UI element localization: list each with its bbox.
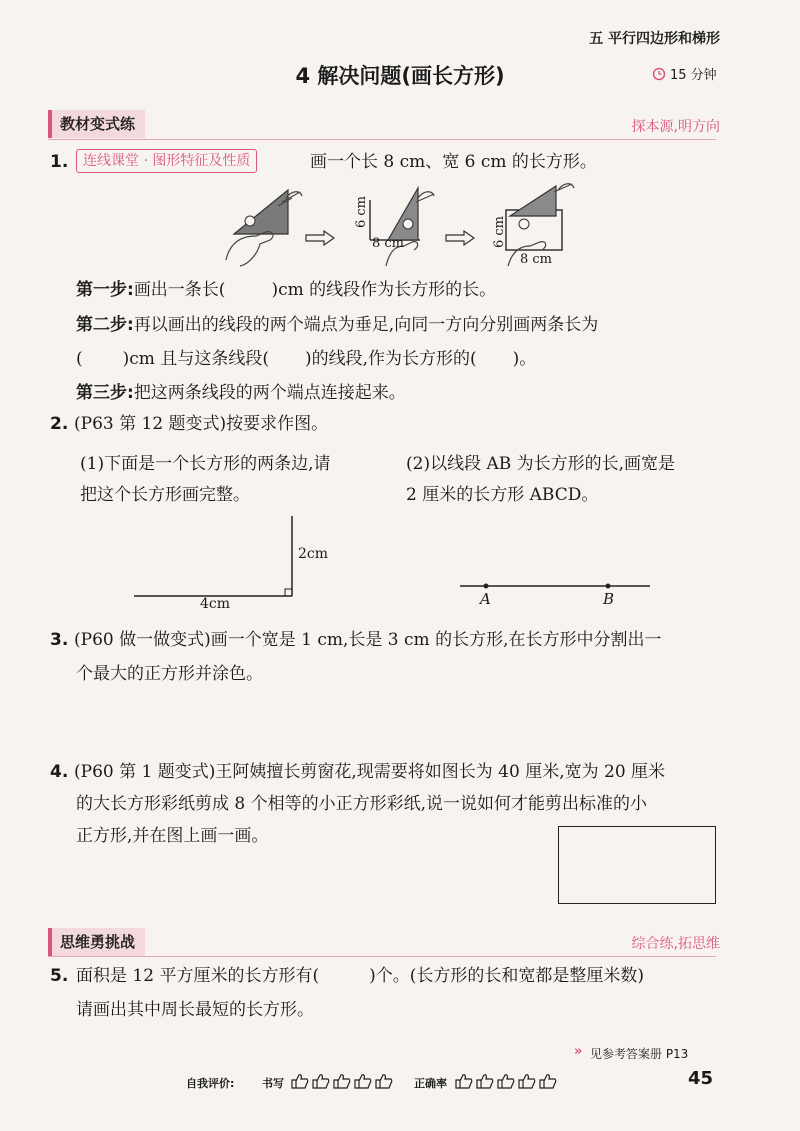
section-divider (48, 139, 716, 140)
step-3: 第三步:把这两条线段的两个端点连接起来。 (76, 383, 406, 403)
section-motto: 探本源,明方向 (631, 119, 720, 135)
step-2: 第二步:再以画出的线段的两个端点为垂足,向同一方向分别画两条长为 (76, 315, 599, 335)
section-motto: 综合练,拓思维 (631, 936, 720, 952)
q1-text: 画一个长 8 cm、宽 6 cm 的长方形。 (310, 152, 597, 172)
page-number: 45 (688, 1068, 714, 1089)
thumbs-up-icon (290, 1072, 394, 1090)
q2-part1-line2: 把这个长方形画完整。 (80, 485, 250, 505)
topic-tag: 连线课堂 · 图形特征及性质 (76, 149, 257, 173)
label-4cm: 4cm (200, 596, 231, 612)
step-2-continued: ( )cm 且与这条线段( )的线段,作为长方形的( )。 (76, 349, 537, 369)
paper-rectangle (558, 826, 716, 904)
answer-reference: 见参考答案册 P13 (590, 1047, 689, 1061)
lesson-title: 4 解决问题(画长方形) (295, 64, 505, 88)
section-tab-challenge: 思维勇挑战 (48, 928, 145, 956)
q2-text: (P63 第 12 题变式)按要求作图。 (74, 414, 329, 434)
section-tab-textbook: 教材变式练 (48, 110, 145, 138)
question-number: 2. (50, 414, 69, 434)
figure-label-8cm-b: 8 cm (520, 252, 553, 267)
figure-label-6cm-b: 6 cm (492, 216, 507, 249)
q4-text-line2: 的大长方形彩纸剪成 8 个相等的小正方形彩纸,说一说如何才能剪出标准的小 (76, 794, 648, 814)
question-number: 4. (50, 762, 69, 782)
double-chevron-icon: » (574, 1044, 583, 1059)
q2-part2-line2: 2 厘米的长方形 ABCD。 (406, 485, 599, 505)
label-2cm: 2cm (298, 546, 329, 562)
accuracy-thumbs-rating[interactable] (454, 1072, 558, 1094)
point-b-label: B (603, 590, 615, 608)
step-1: 第一步:画出一条长( )cm 的线段作为长方形的长。 (76, 280, 497, 300)
question-number: 3. (50, 630, 69, 650)
thumbs-up-icon (454, 1072, 558, 1090)
q3-text-line2: 个最大的正方形并涂色。 (76, 664, 263, 684)
writing-thumbs-rating[interactable] (290, 1072, 394, 1094)
section-divider (48, 956, 716, 957)
q5-text-line2: 请画出其中周长最短的长方形。 (76, 1000, 314, 1020)
q4-text-line3: 正方形,并在图上画一画。 (76, 826, 269, 846)
chapter-header: 五 平行四边形和梯形 (589, 31, 720, 47)
q5-text-line1: 面积是 12 平方厘米的长方形有( )个。(长方形的长和宽都是整厘米数) (76, 966, 644, 986)
q4-text-line1: (P60 第 1 题变式)王阿姨擅长剪窗花,现需要将如图长为 40 厘米,宽为 20 厘米 (74, 762, 666, 782)
figure-label-8cm: 8 cm (372, 236, 405, 251)
time-estimate: 15 分钟 (670, 68, 717, 83)
accuracy-label: 正确率 (414, 1077, 447, 1090)
q2-part1-line1: (1)下面是一个长方形的两条边,请 (80, 454, 331, 474)
question-number: 5. (50, 966, 69, 986)
q2-part2-line1: (2)以线段 AB 为长方形的长,画宽是 (406, 454, 676, 474)
q3-text-line1: (P60 做一做变式)画一个宽是 1 cm,长是 3 cm 的长方形,在长方形中分割出一 (74, 630, 662, 650)
q2-figures (130, 510, 670, 610)
self-eval-label: 自我评价: (186, 1077, 235, 1090)
question-number: 1. (50, 152, 69, 172)
point-a-label: A (480, 590, 491, 608)
writing-label: 书写 (262, 1077, 284, 1090)
figure-label-6cm: 6 cm (354, 196, 369, 229)
clock-icon (652, 66, 666, 85)
